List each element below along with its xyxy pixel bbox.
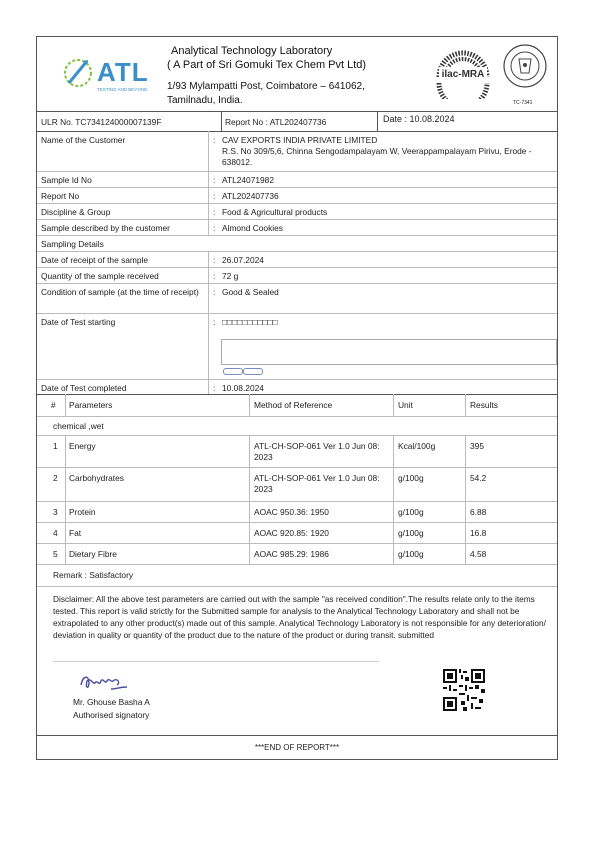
detail-row-report-no: Report No : ATL202407736: [37, 187, 557, 204]
sampling-details-heading: Sampling Details: [37, 235, 557, 252]
report-header: [37, 37, 557, 112]
qr-code-icon[interactable]: [443, 669, 485, 711]
detail-row-test-completed: Date of Test completed : 10.08.2024: [37, 379, 557, 395]
report-date: Date : 10.08.2024: [383, 114, 455, 124]
option-pill-2[interactable]: [243, 368, 263, 375]
reference-row: [37, 111, 557, 132]
detail-row-customer: Name of the Customer : CAV EXPORTS INDIA PRIVATE LIMITED R.S. No 309/5,6, Chinna Sengodampalayam W, Veerappampalayam Pirivu, Erode - 638012.: [37, 131, 557, 172]
option-pill-1[interactable]: [223, 368, 243, 375]
table-row: 2 Carbohydrates ATL-CH-SOP-061 Ver 1.0 Jun 08: 2023 g/100g 54.2: [37, 467, 557, 502]
table-row: 1 Energy ATL-CH-SOP-061 Ver 1.0 Jun 08: 2023 Kcal/100g 395: [37, 435, 557, 468]
lab-parent: ( A Part of Sri Gomuki Tex Chem Pvt Ltd): [167, 59, 367, 71]
detail-row-receipt-date: Date of receipt of the sample : 26.07.2024: [37, 251, 557, 268]
detail-row-quantity: Quantity of the sample received : 72 g: [37, 267, 557, 284]
detail-row-test-start: Date of Test starting : □□□□□□□□□□□: [37, 313, 557, 380]
table-row: 5 Dietary Fibre AOAC 985.29: 1986 g/100g 4.58: [37, 543, 557, 565]
logo-tagline: TESTING AND BEYOND: [97, 87, 148, 92]
test-start-value: □□□□□□□□□□□: [222, 317, 278, 327]
results-group-row: chemical ,wet: [37, 416, 557, 436]
signature-icon: [77, 667, 133, 695]
address-line-2: Tamilnadu, India.: [167, 95, 243, 106]
report-number: Report No : ATL202407736: [225, 117, 327, 127]
logo-text: ATL: [97, 57, 149, 87]
results-table-header: # Parameters Method of Reference Unit Results: [37, 394, 557, 417]
disclaimer: Disclaimer: All the above test parameters are carried out with the sample "as received condition".The results relate only to the items tested. This report is valid strictly for the Submitted sample for analysis to the Analytical Technology Laboratory and shall not be extrapolated to any other product(s) made out of this sample. Analytical Technology Laboratory is not responsible for any deterioration/ deviation in quality or quantity of the product due to the nature of the product or during transit. submitted: [53, 594, 546, 640]
address-line-1: 1/93 Mylampatti Post, Coimbatore – 641062,: [167, 81, 365, 92]
detail-row-discipline: Discipline & Group : Food & Agricultural products: [37, 203, 557, 220]
detail-row-sample-description: Sample described by the customer : Almond Cookies: [37, 219, 557, 236]
table-row: 4 Fat AOAC 920.85: 1920 g/100g 16.8: [37, 522, 557, 544]
svg-text:ilac-MRA: ilac-MRA: [441, 69, 485, 80]
detail-row-sample-id: Sample Id No : ATL24071982: [37, 171, 557, 188]
detail-label: Name of the Customer: [41, 135, 126, 145]
signatory-name: Mr. Ghouse Basha A: [73, 697, 150, 707]
lab-address: [167, 80, 427, 108]
accreditation-id: TC-7341: [513, 100, 533, 106]
report-frame: [36, 36, 558, 760]
ilac-mra-logo-icon: [435, 47, 491, 99]
remark: Remark : Satisfactory: [53, 570, 134, 580]
signatory-title: Authorised signatory: [73, 710, 150, 720]
detail-value: CAV EXPORTS INDIA PRIVATE LIMITED R.S. No 309/5,6, Chinna Sengodampalayam W, Veerappampalayam Pirivu, Erode - 638012.: [222, 135, 532, 167]
remark-row: [37, 564, 557, 587]
ulr-number: ULR No. TC734124000007139F: [41, 117, 162, 127]
accreditation-seal-icon: [502, 43, 548, 89]
table-row: 3 Protein AOAC 950.36: 1950 g/100g 6.88: [37, 501, 557, 523]
lab-name: Analytical Technology Laboratory: [171, 45, 333, 57]
detail-row-condition: Condition of sample (at the time of receipt) : Good & Sealed: [37, 283, 557, 314]
atl-logo-icon: [63, 55, 93, 91]
end-of-report: ***END OF REPORT***: [254, 743, 340, 752]
test-start-input[interactable]: [221, 339, 557, 365]
